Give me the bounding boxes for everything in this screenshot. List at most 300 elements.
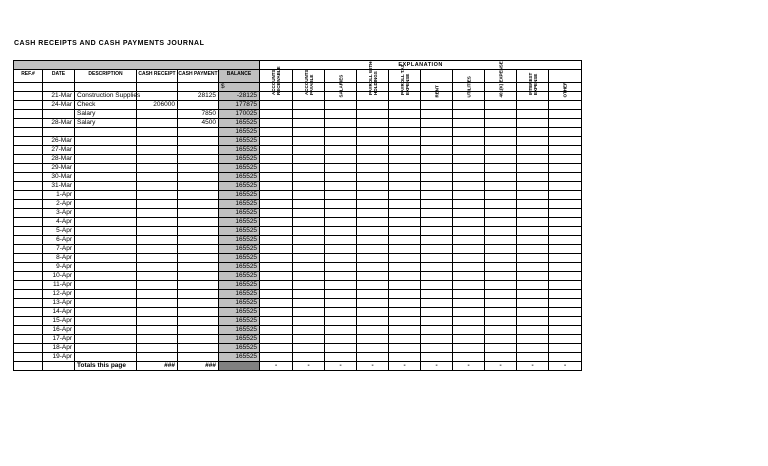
explanation-cell [357, 191, 389, 200]
explanation-cell [549, 263, 582, 272]
totals-explanation: - [517, 362, 549, 371]
explanation-cell [453, 317, 485, 326]
explanation-cell [389, 191, 421, 200]
explanation-cell [485, 281, 517, 290]
explanation-cell [389, 128, 421, 137]
explanation-cell [517, 137, 549, 146]
explanation-cell [293, 101, 325, 110]
explanation-cell [485, 182, 517, 191]
ref-cell [14, 236, 43, 245]
explanation-cell [549, 290, 582, 299]
explanation-cell [293, 218, 325, 227]
explanation-cell [325, 119, 357, 128]
explanation-cell [357, 272, 389, 281]
table-row [14, 137, 582, 146]
explanation-cell [485, 200, 517, 209]
date-cell: 5-Apr [43, 227, 75, 236]
totals-explanation: - [357, 362, 389, 371]
explanation-cell [421, 209, 453, 218]
date-cell: 10-Apr [43, 272, 75, 281]
payment-cell [178, 101, 219, 110]
date-cell: 8-Apr [43, 254, 75, 263]
explanation-cell [293, 164, 325, 173]
payment-cell [178, 254, 219, 263]
explanation-cell [357, 164, 389, 173]
balance-cell: 165525 [219, 218, 260, 227]
explanation-cell [389, 164, 421, 173]
explanation-cell [389, 290, 421, 299]
explanation-cell [357, 299, 389, 308]
explanation-cell [517, 299, 549, 308]
date-cell: 31-Mar [43, 182, 75, 191]
explanation-cell [517, 326, 549, 335]
explanation-cell [549, 119, 582, 128]
explanation-cell [260, 254, 293, 263]
description-cell [75, 290, 137, 299]
col-explanation [389, 64, 421, 95]
explanation-cell [421, 263, 453, 272]
explanation-cell [549, 218, 582, 227]
table-row [14, 119, 582, 128]
explanation-cell [549, 200, 582, 209]
balance-cell: 165525 [219, 290, 260, 299]
explanation-cell [293, 263, 325, 272]
explanation-cell [421, 317, 453, 326]
explanation-cell [325, 101, 357, 110]
explanation-cell [421, 281, 453, 290]
ref-cell [14, 119, 43, 128]
explanation-cell [421, 344, 453, 353]
explanation-cell [517, 146, 549, 155]
explanation-cell [293, 245, 325, 254]
payment-cell [178, 155, 219, 164]
explanation-cell [453, 164, 485, 173]
ref-cell [14, 101, 43, 110]
receipt-cell [137, 263, 178, 272]
explanation-cell [325, 344, 357, 353]
explanation-cell [549, 110, 582, 119]
balance-cell: 165525 [219, 344, 260, 353]
explanation-cell [549, 317, 582, 326]
ref-cell [14, 353, 43, 362]
explanation-cell [357, 263, 389, 272]
explanation-cell [453, 308, 485, 317]
explanation-cell [389, 353, 421, 362]
totals-explanation: - [453, 362, 485, 371]
receipt-cell [137, 299, 178, 308]
table-row [14, 110, 582, 119]
explanation-cell [453, 227, 485, 236]
explanation-cell [453, 335, 485, 344]
explanation-cell [549, 191, 582, 200]
explanation-cell [260, 218, 293, 227]
table-row [14, 146, 582, 155]
explanation-cell [421, 155, 453, 164]
explanation-cell [453, 101, 485, 110]
explanation-cell [260, 299, 293, 308]
explanation-cell [325, 245, 357, 254]
col-explanation [293, 69, 325, 95]
payment-cell [178, 308, 219, 317]
explanation-cell [260, 101, 293, 110]
receipt-cell: 206000 [137, 101, 178, 110]
explanation-cell [260, 317, 293, 326]
explanation-cell [325, 254, 357, 263]
explanation-cell [357, 281, 389, 290]
date-cell: 21-Mar [43, 92, 75, 101]
balance-cell: 165525 [219, 236, 260, 245]
totals-label: Totals this page [75, 362, 137, 371]
explanation-cell [260, 200, 293, 209]
explanation-cell [421, 245, 453, 254]
col-explanation [453, 70, 485, 98]
explanation-cell [517, 155, 549, 164]
col-date: DATE [43, 70, 75, 83]
date-cell: 12-Apr [43, 290, 75, 299]
explanation-cell [293, 353, 325, 362]
date-cell: 14-Apr [43, 308, 75, 317]
receipt-cell [137, 191, 178, 200]
explanation-cell [293, 182, 325, 191]
explanation-cell [389, 344, 421, 353]
payment-cell [178, 335, 219, 344]
payment-cell [178, 344, 219, 353]
balance-cell: 165525 [219, 137, 260, 146]
description-cell: Construction Supplies [75, 92, 137, 101]
explanation-cell [325, 110, 357, 119]
description-cell [75, 326, 137, 335]
col-explanation-label: ACCOUNTS PAYABLE [303, 69, 314, 95]
explanation-cell [453, 173, 485, 182]
table-row [14, 281, 582, 290]
explanation-cell [389, 308, 421, 317]
payment-cell: 7850 [178, 110, 219, 119]
receipt-cell [137, 155, 178, 164]
table-cell [75, 83, 137, 92]
ref-cell [14, 92, 43, 101]
explanation-cell [453, 290, 485, 299]
table-row [14, 308, 582, 317]
description-cell [75, 128, 137, 137]
explanation-cell [389, 119, 421, 128]
ref-cell [14, 182, 43, 191]
payment-cell [178, 128, 219, 137]
table-row [14, 173, 582, 182]
explanation-cell [325, 317, 357, 326]
explanation-cell [389, 245, 421, 254]
explanation-cell [260, 209, 293, 218]
explanation-cell [453, 110, 485, 119]
explanation-cell [389, 173, 421, 182]
explanation-cell [357, 335, 389, 344]
explanation-cell [549, 155, 582, 164]
description-cell [75, 200, 137, 209]
table-row [14, 290, 582, 299]
explanation-cell [549, 326, 582, 335]
ref-cell [14, 254, 43, 263]
table-row [14, 92, 582, 101]
explanation-cell [549, 254, 582, 263]
receipt-cell [137, 173, 178, 182]
explanation-cell [357, 182, 389, 191]
explanation-cell [453, 119, 485, 128]
description-cell [75, 299, 137, 308]
description-cell [75, 263, 137, 272]
description-cell [75, 155, 137, 164]
table-row [14, 227, 582, 236]
description-cell [75, 146, 137, 155]
description-cell [75, 281, 137, 290]
table-row [14, 317, 582, 326]
explanation-cell [421, 290, 453, 299]
explanation-cell [293, 272, 325, 281]
explanation-cell [549, 137, 582, 146]
explanation-cell [293, 137, 325, 146]
explanation-cell [485, 344, 517, 353]
payment-cell [178, 146, 219, 155]
date-cell: 18-Apr [43, 344, 75, 353]
date-cell [43, 128, 75, 137]
explanation-cell [421, 128, 453, 137]
explanation-cell [357, 326, 389, 335]
payment-cell [178, 353, 219, 362]
explanation-cell [325, 191, 357, 200]
explanation-cell [325, 164, 357, 173]
explanation-cell [325, 209, 357, 218]
explanation-cell [389, 254, 421, 263]
table-row [14, 326, 582, 335]
payment-cell [178, 245, 219, 254]
explanation-cell [549, 146, 582, 155]
explanation-cell [260, 128, 293, 137]
table-cell [137, 83, 178, 92]
table-row [14, 335, 582, 344]
explanation-cell [517, 164, 549, 173]
table-row [14, 209, 582, 218]
unit-row [14, 83, 582, 92]
explanation-cell [325, 290, 357, 299]
explanation-cell [389, 236, 421, 245]
date-cell: 28-Mar [43, 119, 75, 128]
explanation-cell [549, 344, 582, 353]
totals-balance [219, 362, 260, 371]
explanation-cell [549, 164, 582, 173]
explanation-cell [549, 209, 582, 218]
explanation-cell [389, 317, 421, 326]
explanation-cell [389, 299, 421, 308]
ref-cell [14, 317, 43, 326]
col-explanation [357, 60, 389, 95]
description-cell [75, 209, 137, 218]
col-balance: BALANCE [219, 70, 260, 83]
balance-cell: 165525 [219, 254, 260, 263]
date-cell: 30-Mar [43, 173, 75, 182]
balance-cell: 165525 [219, 146, 260, 155]
explanation-cell [389, 182, 421, 191]
explanation-cell [485, 173, 517, 182]
explanation-cell [357, 101, 389, 110]
totals-explanation: - [549, 362, 582, 371]
description-cell [75, 317, 137, 326]
explanation-cell [421, 236, 453, 245]
table-row [14, 164, 582, 173]
date-cell [43, 110, 75, 119]
explanation-cell [453, 137, 485, 146]
col-explanation [517, 70, 549, 95]
explanation-cell [325, 137, 357, 146]
explanation-cell [549, 128, 582, 137]
col-explanation-label: OTHER [562, 81, 568, 98]
explanation-cell [485, 155, 517, 164]
col-explanation-label: SALARIES [338, 74, 344, 98]
explanation-cell [293, 110, 325, 119]
payment-cell [178, 281, 219, 290]
balance-cell: 165525 [219, 299, 260, 308]
explanation-cell [357, 200, 389, 209]
explanation-cell [260, 110, 293, 119]
explanation-cell [517, 317, 549, 326]
explanation-cell [389, 281, 421, 290]
explanation-cell [293, 146, 325, 155]
explanation-cell [517, 128, 549, 137]
description-cell [75, 227, 137, 236]
col-explanation-label: RENT [434, 85, 440, 98]
journal-title: CASH RECEIPTS AND CASH PAYMENTS JOURNAL [14, 40, 205, 47]
explanation-cell [549, 173, 582, 182]
explanation-cell [421, 299, 453, 308]
balance-cell: 165525 [219, 182, 260, 191]
balance-cell: 165525 [219, 353, 260, 362]
explanation-cell [549, 236, 582, 245]
explanation-cell [260, 245, 293, 254]
date-cell: 28-Mar [43, 155, 75, 164]
explanation-cell [485, 191, 517, 200]
explanation-cell [325, 128, 357, 137]
date-cell: 11-Apr [43, 281, 75, 290]
ref-cell [14, 308, 43, 317]
explanation-cell [293, 236, 325, 245]
explanation-cell [549, 182, 582, 191]
explanation-cell [453, 281, 485, 290]
explanation-cell [325, 200, 357, 209]
payment-cell [178, 209, 219, 218]
receipt-cell [137, 164, 178, 173]
col-explanation [485, 61, 517, 98]
col-cash-receipt: CASH RECEIPT [137, 70, 178, 83]
balance-cell: 165525 [219, 245, 260, 254]
explanation-cell [421, 326, 453, 335]
explanation-cell [517, 101, 549, 110]
date-cell: 19-Apr [43, 353, 75, 362]
totals-receipt: ### [137, 362, 178, 371]
col-explanation-label: PAYROLL WITH-HOLDINGS [367, 60, 378, 95]
explanation-cell [485, 326, 517, 335]
explanation-cell [325, 353, 357, 362]
explanation-cell [517, 110, 549, 119]
totals-explanation: - [293, 362, 325, 371]
table-cell [14, 362, 43, 371]
date-cell: 6-Apr [43, 236, 75, 245]
payment-cell [178, 290, 219, 299]
balance-cell: 170025 [219, 110, 260, 119]
explanation-cell [325, 155, 357, 164]
explanation-cell [453, 299, 485, 308]
explanation-cell [293, 128, 325, 137]
receipt-cell [137, 281, 178, 290]
explanation-cell [325, 146, 357, 155]
balance-cell: 165525 [219, 209, 260, 218]
explanation-cell [325, 218, 357, 227]
description-cell [75, 164, 137, 173]
explanation-cell [293, 335, 325, 344]
ref-cell [14, 173, 43, 182]
explanation-cell [260, 191, 293, 200]
ref-cell [14, 227, 43, 236]
explanation-cell [293, 155, 325, 164]
explanation-cell [453, 128, 485, 137]
explanation-cell [389, 326, 421, 335]
table-row [14, 236, 582, 245]
balance-cell: 165525 [219, 128, 260, 137]
receipt-cell [137, 353, 178, 362]
description-cell [75, 191, 137, 200]
explanation-cell [357, 245, 389, 254]
balance-cell: 165525 [219, 263, 260, 272]
receipt-cell [137, 128, 178, 137]
explanation-cell [453, 353, 485, 362]
receipt-cell [137, 308, 178, 317]
receipt-cell [137, 92, 178, 101]
explanation-cell [357, 218, 389, 227]
explanation-cell [260, 344, 293, 353]
explanation-cell [485, 227, 517, 236]
date-cell: 7-Apr [43, 245, 75, 254]
explanation-cell [293, 209, 325, 218]
balance-cell: 165525 [219, 155, 260, 164]
explanation-cell [485, 254, 517, 263]
explanation-cell [517, 236, 549, 245]
date-cell: 4-Apr [43, 218, 75, 227]
receipt-cell [137, 137, 178, 146]
journal-table [13, 60, 582, 371]
explanation-cell [293, 344, 325, 353]
table-row [14, 101, 582, 110]
explanation-cell [260, 290, 293, 299]
ref-cell [14, 344, 43, 353]
explanation-cell [260, 308, 293, 317]
col-explanation [260, 66, 293, 95]
col-explanation [325, 70, 357, 98]
explanation-cell [517, 290, 549, 299]
col-explanation [549, 70, 582, 98]
explanation-header: EXPLANATION [260, 61, 582, 70]
explanation-cell [421, 119, 453, 128]
explanation-cell [485, 209, 517, 218]
totals-payment: ### [178, 362, 219, 371]
table-row [14, 191, 582, 200]
explanation-cell [293, 290, 325, 299]
balance-cell: 165525 [219, 173, 260, 182]
receipt-cell [137, 218, 178, 227]
explanation-cell [357, 236, 389, 245]
payment-cell [178, 326, 219, 335]
explanation-cell [517, 335, 549, 344]
receipt-cell [137, 254, 178, 263]
ref-cell [14, 263, 43, 272]
explanation-cell [517, 353, 549, 362]
description-cell [75, 137, 137, 146]
explanation-cell [357, 290, 389, 299]
